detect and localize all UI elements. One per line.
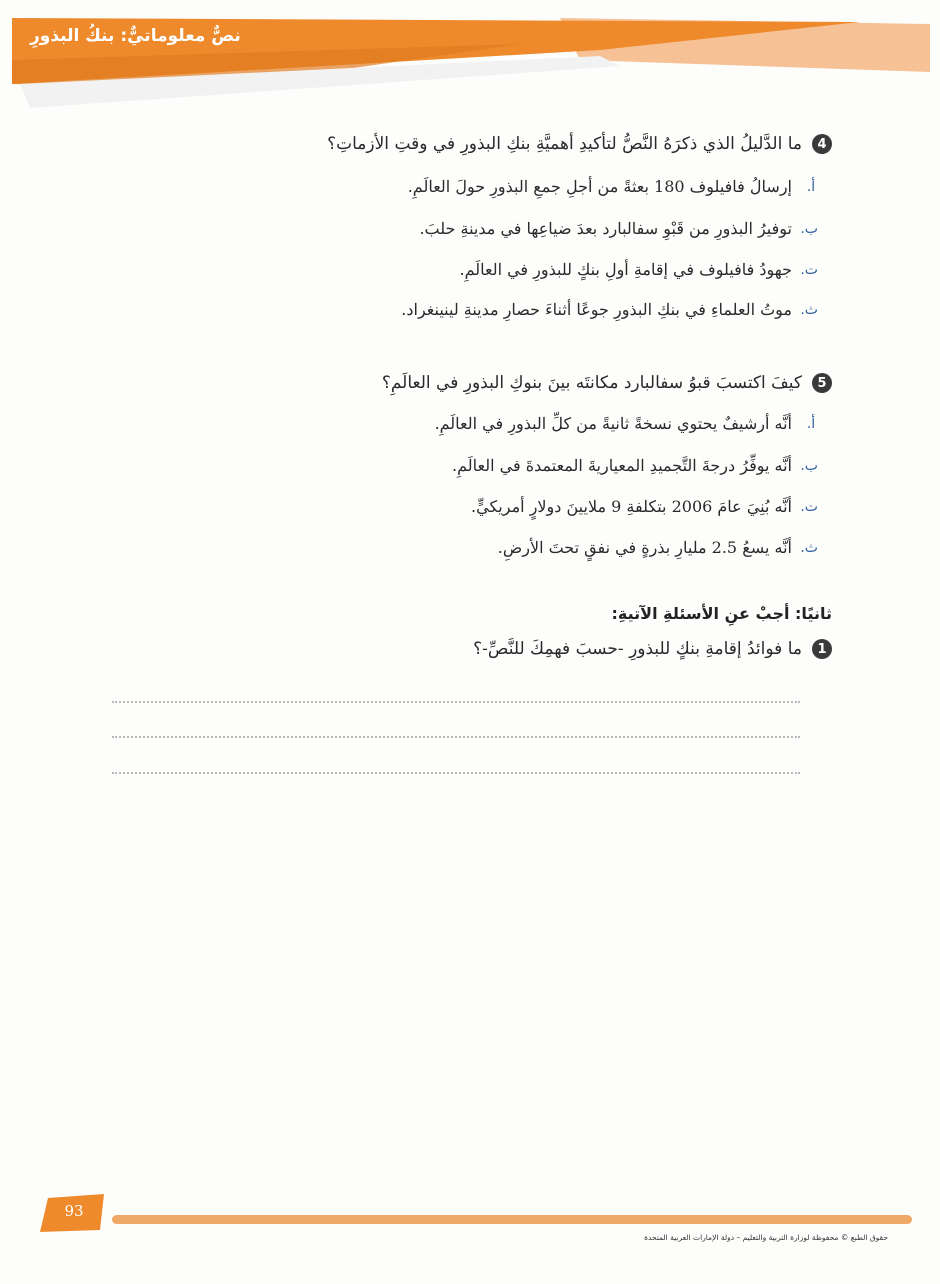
option-text: موتُ العلماءِ في بنكِ البذورِ جوعًا أثناءَ حصارِ مدينةِ لينينغراد. [401,300,792,319]
question-4-option-a[interactable] [72,177,832,196]
option-letter: ب. [800,220,818,237]
section-2-question-1 [72,639,832,659]
option-text: توفيرُ البذورِ من قَبْوِ سفالبارد بعدَ ضياعِها في مدينةِ حلبَ. [419,219,792,238]
option-letter: ب. [800,457,818,474]
answer-line[interactable] [112,701,800,703]
question-text: كيفَ اكتسبَ قبوُ سفالبارد مكانتَه بينَ بنوكِ البذورِ في العالَمِ؟ [381,372,802,393]
section-heading: ثانيًا: أجبْ عنِ الأسئلةِ الآتيةِ: [611,604,832,623]
question-4 [72,134,832,154]
option-text: أنَّه أرشيفٌ يحتوي نسخةً ثانيةً من كلِّ البذورِ في العالَمِ. [434,414,792,433]
option-letter: أ. [806,415,816,432]
option-text: جهودُ فافيلوف في إقامةِ أولِ بنكٍ للبذورِ في العالَمِ. [459,260,792,279]
question-4-option-b[interactable] [72,219,832,238]
answer-line[interactable] [112,772,800,774]
question-5 [72,373,832,393]
option-text: أنَّه بُنِيَ عامَ 2006 بتكلفةِ 9 ملايينَ دولارٍ أمريكيٍّ. [471,497,792,516]
question-5-block [72,373,832,393]
question-number-badge: 5 [812,373,832,393]
question-4-option-d[interactable] [72,300,832,319]
open-question [72,639,832,659]
header-ribbon [0,0,940,115]
answer-line[interactable] [112,736,800,738]
question-5-option-c[interactable] [72,497,832,516]
page-number: 93 [64,1202,84,1220]
option-letter: ت. [800,261,818,278]
option-text: أنَّه يسعُ 2.5 مليارِ بذرةٍ في نفقٍ تحتَ الأرضِ. [497,538,792,557]
option-text: إرسالُ فافيلوف 180 بعثةً من أجلِ جمعِ البذورِ حولَ العالَمِ. [407,177,792,196]
option-letter: ث. [800,301,818,318]
option-text: أنَّه يوفِّرُ درجةَ التَّجميدِ المعياريةَ المعتمدةَ في العالَمِ. [452,456,792,475]
question-4-block [72,134,832,154]
question-text: ما الدَّليلُ الذي ذكرَهُ النَّصُّ لتأكيدِ أهميَّةِ بنكِ البذورِ في وقتِ الأزماتِ؟ [327,133,802,154]
question-5-option-d[interactable] [72,538,832,557]
option-letter: ث. [800,539,818,556]
page-title: نصٌّ معلوماتيٌّ: بنكُ البذورِ [30,26,241,46]
question-text: ما فوائدُ إقامةِ بنكٍ للبذورِ -حسبَ فهمِكَ للنَّصِّ-؟ [473,638,802,659]
option-letter: أ. [806,178,816,195]
option-letter: ت. [800,498,818,515]
question-number-badge: 4 [812,134,832,154]
question-5-option-a[interactable] [72,414,832,433]
question-4-option-c[interactable] [72,260,832,279]
question-number-badge: 1 [812,639,832,659]
section-2-header [72,604,832,623]
footer-orange-bar [112,1215,912,1224]
question-5-option-b[interactable] [72,456,832,475]
copyright-notice: حقوق الطبع © محفوظة لوزارة التربية والتعليم – دولة الإمارات العربية المتحدة [644,1233,888,1242]
